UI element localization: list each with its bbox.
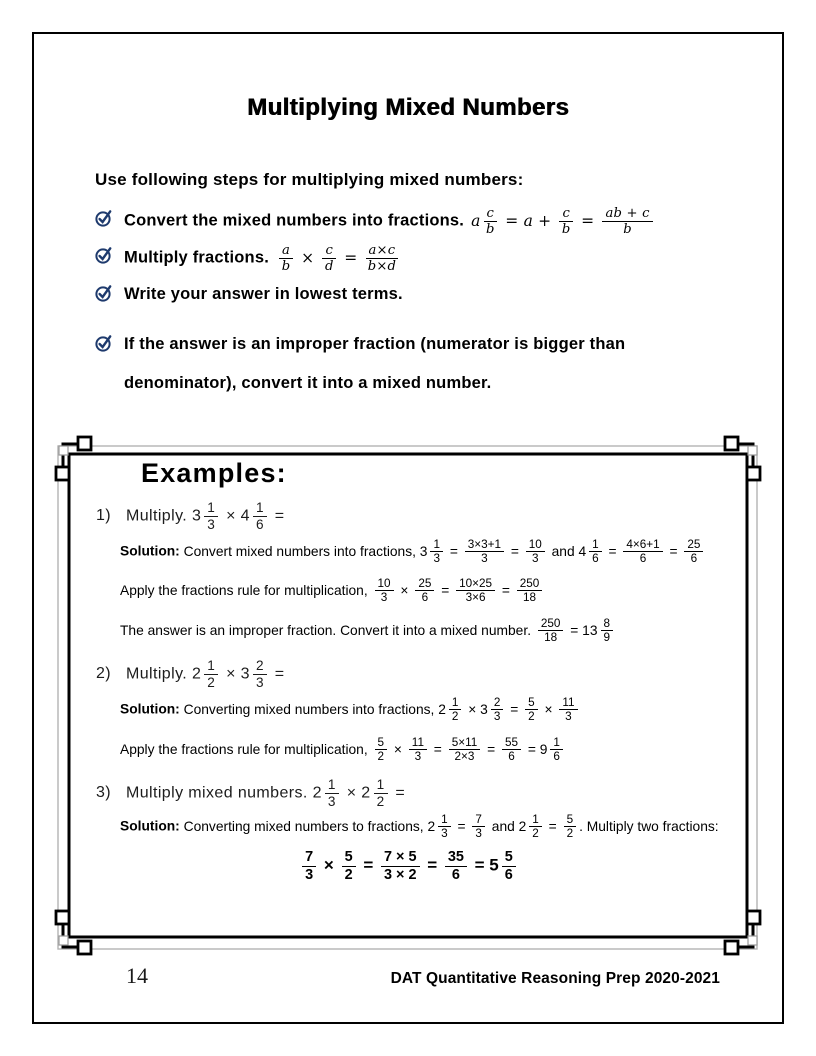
fraction: $\frac{10\times 25}{3\times 6}$ — [456, 577, 495, 605]
solution-math: Apply the fractions rule for multiplication, $\frac{5}{2}$ × $\frac{11}{3}$ = $\frac{5\times 11}{2\times 3}$ = $\frac{55}{6}$ = 9 $\frac{1}{6}$ — [120, 742, 566, 757]
fraction: $\frac{35}{6}$ — [445, 849, 467, 883]
step-text — [124, 243, 401, 274]
fraction: $\frac{1}{6}$ — [589, 538, 602, 566]
example-number: 3) — [96, 784, 112, 802]
step-label: Write your answer in lowest terms. — [124, 284, 403, 303]
step-formula: a $\frac{c}{b}$ = a + $\frac{c}{b}$ = $\frac{ab + c}{b}$ — [471, 212, 656, 230]
page-number: 14 — [126, 963, 148, 988]
example-1-problem — [96, 500, 285, 532]
fraction: $\frac{c}{b}$ — [484, 206, 498, 237]
fraction: $\frac{25}{6}$ — [415, 577, 434, 605]
fraction: $\frac{1}{6}$ — [550, 736, 563, 764]
check-circle-icon — [95, 246, 113, 264]
fraction: $\frac{7}{3}$ — [302, 849, 316, 883]
fraction: $\frac{a\times c}{b\times d}$ — [366, 243, 399, 274]
corner-ornament — [725, 437, 760, 480]
examples-heading: Examples: — [141, 458, 287, 488]
solution-math: Converting mixed numbers into fractions, 2 $\frac{1}{2}$ × 3 $\frac{2}{3}$ = $\frac{5}{2}$ × $\frac{11}{3}$ — [180, 702, 581, 717]
example-2-solution-line-1 — [120, 696, 756, 724]
fraction: $\frac{10}{3}$ — [526, 538, 545, 566]
check-circle-icon — [95, 209, 113, 227]
example-3-solution-line-1 — [120, 813, 756, 841]
problem-expression: Multiply. 3 $\frac{1}{3}$ × 4 $\frac{1}{6}$ = — [126, 500, 285, 532]
fraction: $\frac{c}{d}$ — [322, 243, 336, 274]
footer-text: DAT Quantitative Reasoning Prep 2020-2021 — [390, 970, 720, 987]
check-circle-icon — [95, 284, 113, 302]
step-label: If the answer is an improper fraction (numerator is bigger than denominator), convert it into a mixed number. — [124, 334, 626, 392]
fraction: $\frac{5}{2}$ — [375, 736, 388, 764]
fraction: $\frac{1}{6}$ — [253, 500, 267, 532]
fraction: $\frac{5\times 11}{2\times 3}$ — [449, 736, 481, 764]
solution-label: Solution: — [120, 543, 180, 559]
fraction: $\frac{1}{2}$ — [204, 658, 218, 690]
intro-lead: Use following steps for multiplying mixed numbers: — [95, 170, 524, 189]
problem-expression: Multiply. 2 $\frac{1}{2}$ × 3 $\frac{2}{3}$ = — [126, 658, 285, 690]
step-label: Multiply fractions. — [124, 248, 269, 267]
fraction: $\frac{3\times 3+1}{3}$ — [465, 538, 504, 566]
fraction: $\frac{55}{6}$ — [502, 736, 521, 764]
step-text — [124, 281, 403, 307]
step-multiply — [95, 243, 710, 274]
fraction: $\frac{1}{3}$ — [204, 500, 218, 532]
fraction: $\frac{5}{6}$ — [502, 849, 516, 883]
example-2-problem — [96, 658, 285, 690]
fraction: $\frac{11}{3}$ — [409, 736, 427, 764]
corner-ornament — [56, 911, 91, 954]
example-3-problem — [96, 777, 405, 809]
example-2-solution-line-2 — [120, 736, 756, 764]
intro-steps — [95, 170, 710, 408]
fraction: $\frac{1}{2}$ — [374, 777, 388, 809]
example-1-solution-line-3 — [120, 617, 756, 645]
fraction: $\frac{7}{3}$ — [472, 813, 485, 841]
example-3-final-formula: $\frac{7}{3}$ × $\frac{5}{2}$ = $\frac{7 \times 5}{3 \times 2}$ = $\frac{35}{6}$ = 5 $\frac{5}{6}$ — [100, 849, 718, 883]
fraction: $\frac{1}{2}$ — [529, 813, 542, 841]
page-title: Multiplying Mixed Numbers — [246, 94, 570, 121]
step-text — [124, 206, 656, 237]
solution-math: Apply the fractions rule for multiplication, $\frac{10}{3}$ × $\frac{25}{6}$ = $\frac{10\times 25}{3\times 6}$ = $\frac{250}{18}$ — [120, 583, 545, 598]
solution-label: Solution: — [120, 701, 180, 717]
solution-math: Convert mixed numbers into fractions, 3 $\frac{1}{3}$ = $\frac{3\times 3+1}{3}$ = $\frac{10}{3}$ and 4 $\frac{1}{6}$ = $\frac{4\times 6+1}{6}$ = $\frac{25}{6}$ — [180, 544, 707, 559]
fraction: $\frac{1}{3}$ — [430, 538, 443, 566]
solution-label: Solution: — [120, 818, 180, 834]
fraction: $\frac{5}{2}$ — [525, 696, 538, 724]
fraction: $\frac{5}{2}$ — [564, 813, 577, 841]
fraction: $\frac{c}{b}$ — [559, 206, 573, 237]
step-text — [124, 325, 699, 403]
fraction: $\frac{4\times 6+1}{6}$ — [623, 538, 662, 566]
fraction: $\frac{1}{2}$ — [449, 696, 462, 724]
fraction: $\frac{1}{3}$ — [325, 777, 339, 809]
example-1-solution-line-1 — [120, 538, 756, 566]
example-number: 2) — [96, 665, 112, 683]
fraction: $\frac{ab + c}{b}$ — [602, 206, 652, 237]
fraction: $\frac{10}{3}$ — [375, 577, 394, 605]
fraction: $\frac{5}{2}$ — [342, 849, 356, 883]
solution-math: Converting mixed numbers to fractions, 2 $\frac{1}{3}$ = $\frac{7}{3}$ and 2 $\frac{1}{2}$ = $\frac{5}{2}$ . Multiply two fractions: — [179, 813, 719, 841]
fraction: $\frac{1}{3}$ — [438, 813, 451, 841]
step-improper-fraction — [95, 325, 710, 403]
fraction: $\frac{7 \times 5}{3 \times 2}$ — [381, 849, 420, 883]
step-convert — [95, 206, 710, 237]
corner-ornament — [725, 911, 760, 954]
step-lowest-terms — [95, 281, 710, 307]
fraction: $\frac{25}{6}$ — [684, 538, 703, 566]
solution-math: The answer is an improper fraction. Convert it into a mixed number. $\frac{250}{18}$ = 13 $\frac{8}{9}$ — [120, 623, 616, 638]
example-number: 1) — [96, 507, 112, 525]
example-1-solution-line-2 — [120, 577, 756, 605]
fraction: $\frac{2}{3}$ — [253, 658, 267, 690]
fraction: $\frac{250}{18}$ — [538, 617, 564, 645]
fraction: $\frac{250}{18}$ — [517, 577, 543, 605]
fraction: $\frac{a}{b}$ — [279, 243, 293, 274]
step-label: Convert the mixed numbers into fractions. — [124, 211, 465, 230]
step-formula: $\frac{a}{b}$ × $\frac{c}{d}$ = $\frac{a\times c}{b\times d}$ — [276, 249, 401, 267]
fraction: $\frac{11}{3}$ — [559, 696, 577, 724]
fraction: $\frac{2}{3}$ — [491, 696, 504, 724]
corner-ornament — [56, 437, 91, 480]
check-circle-icon — [95, 334, 113, 352]
problem-expression: Multiply mixed numbers. 2 $\frac{1}{3}$ × 2 $\frac{1}{2}$ = — [126, 777, 406, 809]
fraction: $\frac{8}{9}$ — [601, 617, 614, 645]
